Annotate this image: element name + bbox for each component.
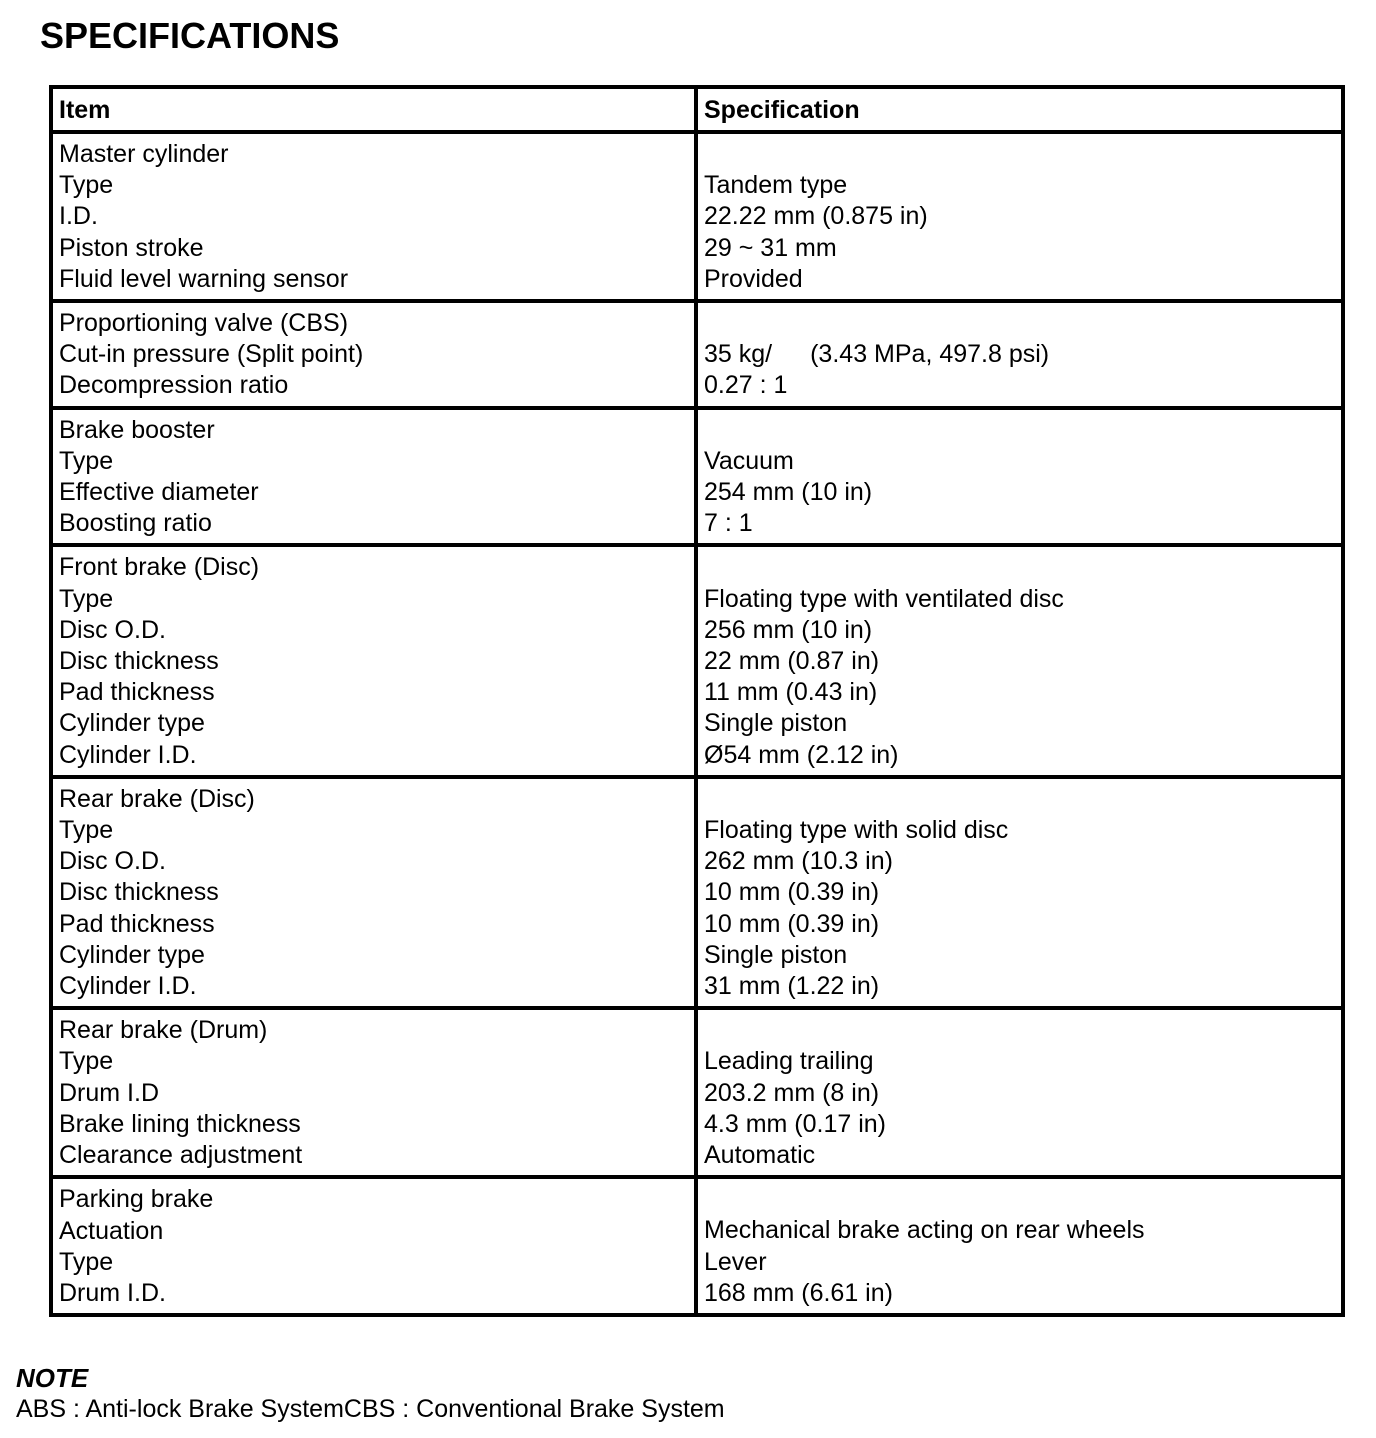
spacer (704, 1184, 1335, 1215)
column-header-specification: Specification (696, 87, 1343, 132)
item-label: Type (59, 171, 114, 200)
table-group-master-cylinder (51, 132, 1343, 301)
item-label: Decompression ratio (59, 371, 289, 400)
item-label: Disc thickness (59, 647, 219, 676)
spec-cell (696, 545, 1343, 776)
item-label: Disc O.D. (59, 615, 166, 644)
item-cell (51, 1177, 696, 1315)
spec-value: Mechanical brake acting on rear wheels (704, 1216, 1145, 1245)
table-group-parking-brake (51, 1177, 1343, 1315)
spec-value: Floating type with solid disc (704, 816, 1009, 845)
group-title: Parking brake (59, 1185, 214, 1214)
spec-value: Leading trailing (704, 1047, 874, 1076)
item-label: Type (59, 1247, 114, 1276)
spec-value-line (704, 339, 1335, 370)
spec-cell (696, 132, 1343, 301)
table-group-brake-booster (51, 408, 1343, 546)
item-label: Pad thickness (59, 678, 215, 707)
spec-value: 31 mm (1.22 in) (704, 972, 880, 1001)
spec-value: Automatic (704, 1141, 816, 1170)
spec-cell (696, 1008, 1343, 1177)
item-label: Type (59, 584, 114, 613)
item-cell (51, 1008, 696, 1177)
group-title: Proportioning valve (CBS) (59, 309, 349, 338)
note-section (16, 1362, 725, 1424)
item-label: Pad thickness (59, 909, 215, 938)
item-label: Disc O.D. (59, 847, 166, 876)
item-label: Boosting ratio (59, 509, 212, 538)
group-title: Brake booster (59, 415, 215, 444)
spec-value: Single piston (704, 709, 848, 738)
group-title: Rear brake (Disc) (59, 784, 255, 813)
item-label: Drum I.D. (59, 1278, 166, 1307)
spec-value-extra: (3.43 MPa, 497.8 psi) (810, 340, 1050, 369)
item-label: Drum I.D (59, 1078, 159, 1107)
spec-value: 203.2 mm (8 in) (704, 1078, 880, 1107)
table-group-front-brake-disc (51, 545, 1343, 776)
item-cell (51, 132, 696, 301)
item-label: Fluid level warning sensor (59, 264, 349, 293)
spacer (704, 1015, 1335, 1046)
spec-cell (696, 777, 1343, 1008)
spec-value: 4.3 mm (0.17 in) (704, 1109, 887, 1138)
spec-value: 256 mm (10 in) (704, 615, 873, 644)
page-title: SPECIFICATIONS (40, 15, 340, 56)
spacer (704, 552, 1335, 583)
spec-value: Vacuum (704, 446, 794, 475)
group-title: Front brake (Disc) (59, 553, 260, 582)
item-cell (51, 777, 696, 1008)
column-header-item: Item (51, 87, 696, 132)
item-label: Cylinder I.D. (59, 740, 197, 769)
item-label: Cylinder I.D. (59, 972, 197, 1001)
spec-value: Ø54 mm (2.12 in) (704, 740, 899, 769)
group-title: Master cylinder (59, 140, 229, 168)
spec-value: 11 mm (0.43 in) (704, 678, 878, 707)
item-label: Clearance adjustment (59, 1141, 303, 1170)
spec-value: Single piston (704, 940, 848, 969)
item-label: Cylinder type (59, 940, 205, 969)
item-label: Type (59, 446, 114, 475)
spec-value: 7 : 1 (704, 509, 753, 538)
item-cell (51, 408, 696, 546)
spec-value: 0.27 : 1 (704, 371, 788, 400)
item-label: Type (59, 1047, 114, 1076)
item-label: Brake lining thickness (59, 1109, 301, 1138)
item-label: Disc thickness (59, 878, 219, 907)
spec-value: 168 mm (6.61 in) (704, 1278, 893, 1307)
table-group-rear-brake-disc (51, 777, 1343, 1008)
spacer (704, 784, 1335, 815)
spec-value: 29 ~ 31 mm (704, 233, 837, 262)
spec-value: 22 mm (0.87 in) (704, 647, 880, 676)
table-group-rear-brake-drum (51, 1008, 1343, 1177)
item-label: Actuation (59, 1216, 164, 1245)
item-label: Cut-in pressure (Split point) (59, 340, 364, 369)
spec-value: 10 mm (0.39 in) (704, 878, 880, 907)
spec-value: Floating type with ventilated disc (704, 584, 1064, 613)
group-title: Rear brake (Drum) (59, 1016, 268, 1045)
spec-value: Provided (704, 264, 803, 293)
specifications-table (49, 85, 1345, 1317)
item-label: Type (59, 816, 114, 845)
table-group-proportioning-valve (51, 301, 1343, 408)
item-cell (51, 545, 696, 776)
spec-cell (696, 301, 1343, 408)
note-text: ABS : Anti-lock Brake SystemCBS : Conventional Brake System (16, 1395, 725, 1423)
spec-value: 10 mm (0.39 in) (704, 909, 880, 938)
spec-value: 35 kg/ (704, 340, 773, 369)
spec-value: 22.22 mm (0.875 in) (704, 202, 928, 231)
spacer (704, 308, 1335, 339)
item-cell (51, 301, 696, 408)
item-label: Effective diameter (59, 478, 259, 507)
note-title: NOTE (16, 1363, 89, 1393)
spacer (704, 415, 1335, 446)
spec-cell (696, 408, 1343, 546)
spec-value: Lever (704, 1247, 767, 1276)
table-header-row (51, 87, 1343, 132)
item-label: Piston stroke (59, 233, 204, 262)
spec-cell (696, 1177, 1343, 1315)
spec-value: Tandem type (704, 171, 848, 200)
spec-value: 262 mm (10.3 in) (704, 847, 893, 876)
spec-value: 254 mm (10 in) (704, 478, 873, 507)
item-label: I.D. (59, 202, 98, 231)
item-label: Cylinder type (59, 709, 205, 738)
spacer (704, 139, 1335, 170)
